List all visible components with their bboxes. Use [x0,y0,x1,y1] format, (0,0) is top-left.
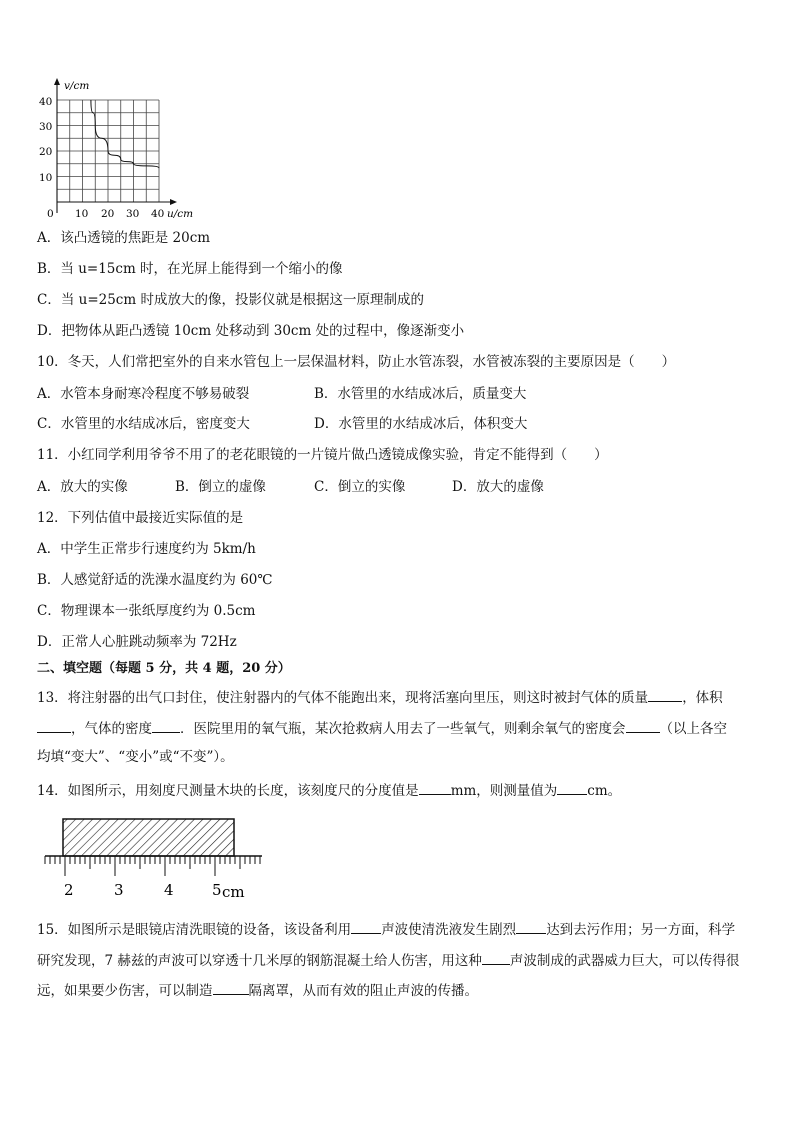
q14-text-2: mm，则测量值为 [450,783,558,799]
y-axis-arrow [54,78,60,85]
q15-text-1: 15．如图所示是眼镜店清洗眼镜的设备，该设备利用 [37,922,352,938]
q11-option-c: C．倒立的实像 [314,479,406,495]
q15-line-1 [37,919,735,939]
q13-text-4: ．医院里用的氧气瓶，某次抢救病人用去了一些氧气，则剩余氧气的密度会 [180,721,626,737]
x-tick-40: 40 [151,208,165,220]
x-tick-30: 30 [126,208,140,220]
q15-blank-2[interactable] [516,919,546,934]
q14-text-3: cm。 [587,783,622,799]
q13-blank-oxygen-density[interactable] [626,718,660,733]
graph-curve [91,100,159,168]
q15-text-7: 隔离罩，从而有效的阻止声波的传播。 [248,983,478,999]
q11-option-a: A．放大的实像 [37,479,128,495]
q14-line-1 [37,780,621,800]
q13-blank-volume[interactable] [37,718,71,733]
q15-blank-3[interactable] [482,950,510,965]
ruler-unit: cm [222,883,245,901]
y-axis-label: v/cm [64,80,90,92]
q13-line-1 [37,687,723,707]
q14-blank-division[interactable] [419,780,451,795]
q15-blank-1[interactable] [351,919,381,934]
q15-text-2: 声波使清洗液发生剧烈 [381,922,517,938]
q11-option-b: B．倒立的虚像 [175,479,266,495]
q13-line-2 [37,718,727,738]
q12-option-b: B．人感觉舒适的洗澡水温度约为 60℃ [37,572,273,588]
q14-text-1: 14．如图所示，用刻度尺测量木块的长度，该刻度尺的分度值是 [37,783,419,799]
y-tick-40: 40 [39,96,53,108]
q15-text-4: 研究发现，7 赫兹的声波可以穿透十几米厚的钢筋混凝土给人伤害，用这种 [37,953,482,969]
q9-option-d: D．把物体从距凸透镜 10cm 处移动到 30cm 处的过程中，像逐渐变小 [37,323,465,339]
q10-stem: 10．冬天，人们常把室外的自来水管包上一层保温材料，防止水管冻裂，水管被冻裂的主要原因是（ ） [37,354,676,370]
q13-text-1: 13．将注射器的出气口封住，使注射器内的气体不能跑出来，现将活塞向里压，则这时被封气体的质量 [37,690,649,706]
q13-text-3: ，气体的密度 [71,721,152,737]
x-axis-label: u/cm [167,208,194,220]
q10-option-d: D．水管里的水结成冰后，体积变大 [314,416,528,432]
q9-option-b: B．当 u=15cm 时，在光屏上能得到一个缩小的像 [37,261,343,277]
x-tick-10: 10 [75,208,89,220]
q13-text-2: ，体积 [682,690,723,706]
q13-blank-mass[interactable] [648,687,682,702]
q9-option-a: A．该凸透镜的焦距是 20cm [37,230,211,246]
q11-option-d: D．放大的虚像 [452,479,544,495]
q10-option-b: B．水管里的水结成冰后，质量变大 [314,386,527,402]
q13-blank-density[interactable] [152,718,180,733]
ruler-label-3: 3 [114,881,124,899]
origin-label: 0 [47,208,54,220]
q9-option-c: C．当 u=25cm 时成放大的像，投影仪就是根据这一原理制成的 [37,292,424,308]
q15-text-6: 远，如果要少伤害，可以制造 [37,983,213,999]
q15-text-5: 声波制成的武器威力巨大，可以传得很 [509,953,740,969]
q13-text-5: （以上各空 [659,721,727,737]
y-tick-30: 30 [39,121,53,133]
q12-stem: 12．下列估值中最接近实际值的是 [37,510,244,526]
q15-blank-4[interactable] [213,980,249,995]
q12-option-d: D．正常人心脏跳动频率为 72Hz [37,634,237,650]
ruler-ticks [45,856,260,876]
wooden-block [63,819,234,856]
q15-text-3: 达到去污作用；另一方面，科学 [546,922,736,938]
ruler-label-4: 4 [164,881,174,899]
q12-option-c: C．物理课本一张纸厚度约为 0.5cm [37,603,256,619]
q12-option-a: A．中学生正常步行速度约为 5km/h [37,541,256,557]
q10-option-a: A．水管本身耐寒冷程度不够易破裂 [37,386,250,402]
q15-line-3 [37,980,478,1000]
ruler-figure [40,812,270,902]
q13-line-3: 均填“变大”、“变小”或“不变”）。 [37,749,234,765]
q14-blank-length[interactable] [557,780,587,795]
x-axis-arrow [170,199,177,205]
q15-line-2 [37,950,739,970]
x-tick-20: 20 [101,208,115,220]
q11-stem: 11．小红同学利用爷爷不用了的老花眼镜的一片镜片做凸透镜成像实验，肯定不能得到（ ） [37,447,608,463]
section-2-heading: 二、填空题（每题 5 分，共 4 题，20 分） [37,661,291,676]
q10-option-c: C．水管里的水结成冰后，密度变大 [37,416,250,432]
lens-image-distance-graph [34,76,204,222]
y-tick-10: 10 [39,172,53,184]
ruler-label-5: 5 [212,881,222,899]
ruler-label-2: 2 [64,881,74,899]
y-tick-20: 20 [39,146,53,158]
